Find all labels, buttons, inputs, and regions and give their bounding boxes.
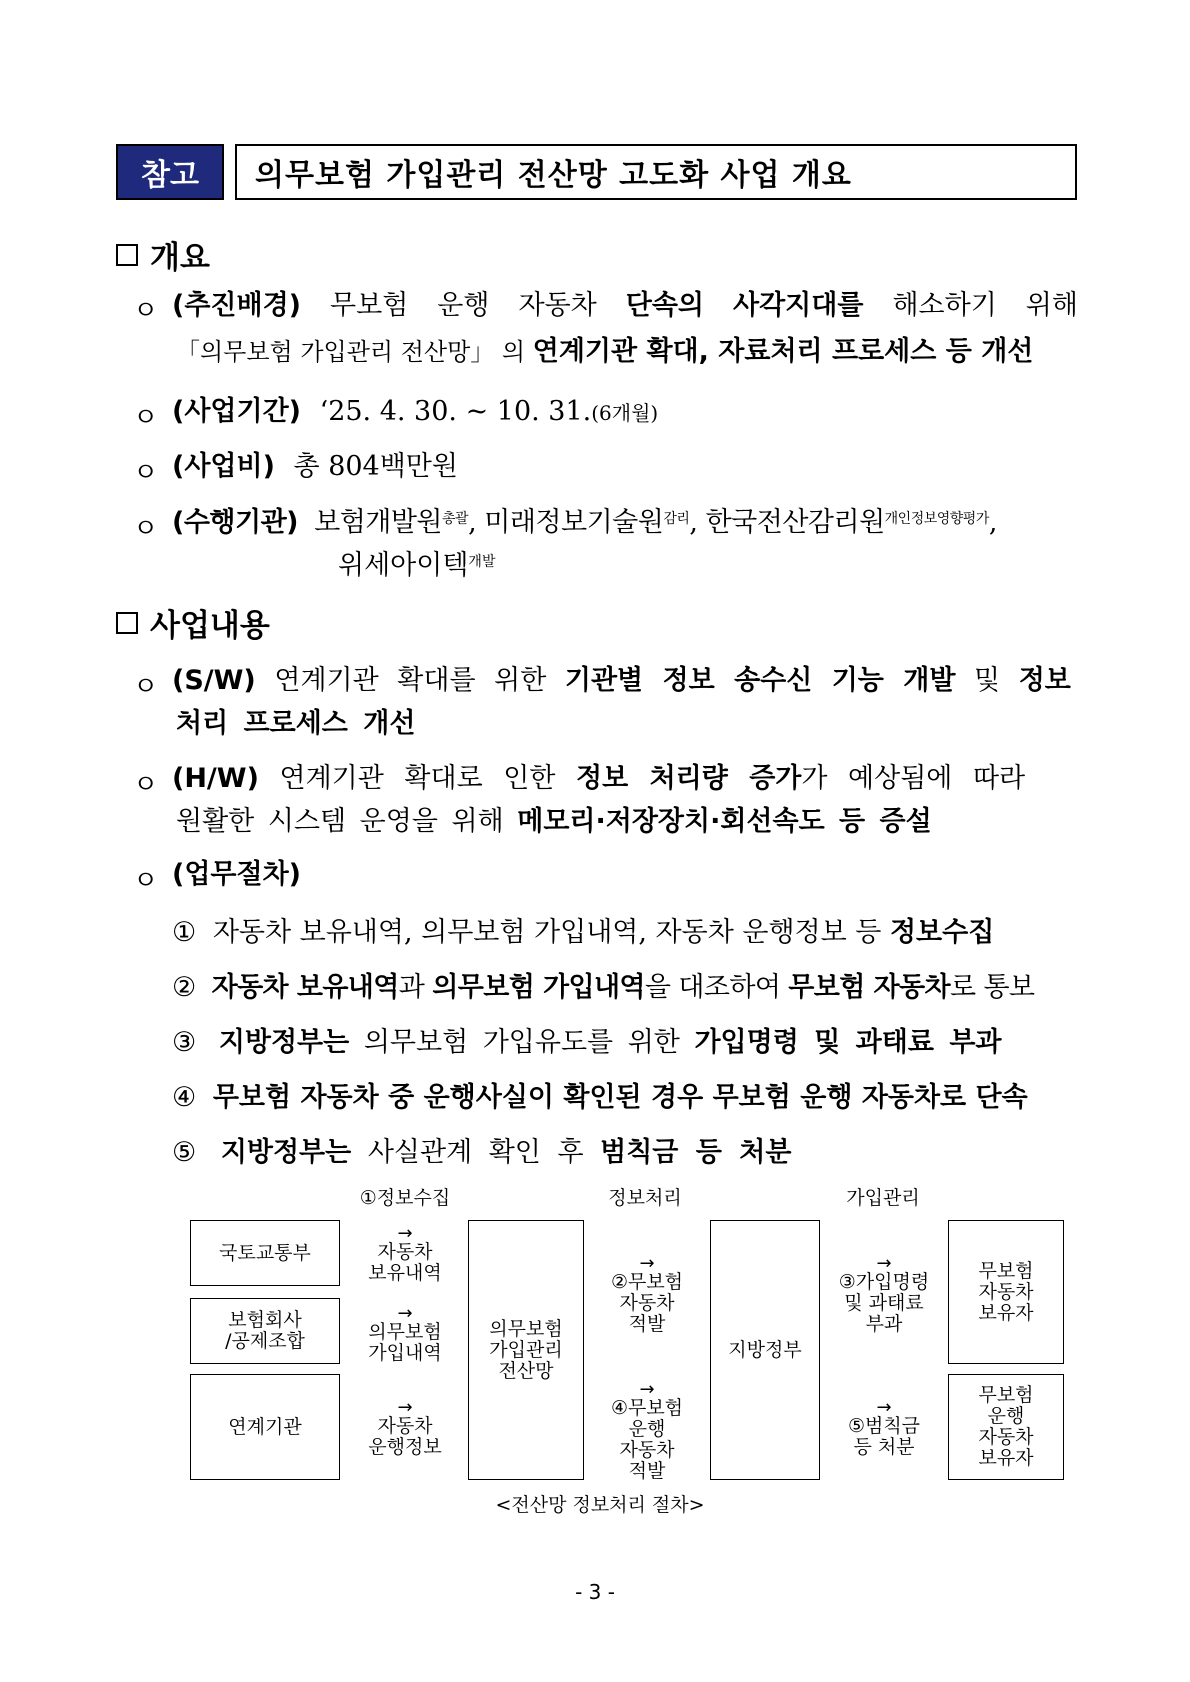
sw-line-1 bbox=[172, 663, 1078, 699]
source-label: 보험회사 /공제조합 bbox=[225, 1309, 305, 1352]
text-bold: 기관별 정보 송수신 기능 개발 bbox=[564, 665, 956, 696]
agency-role: 감리 bbox=[663, 511, 690, 527]
bullet-circle-icon: ㅇ bbox=[133, 770, 159, 800]
agency-role: 총괄 bbox=[442, 511, 469, 527]
text-bold: 지방정부는 bbox=[220, 1137, 352, 1168]
text: 자동차 보유내역, 의무보험 가입내역, 자동차 운행정보 등 bbox=[212, 917, 890, 948]
procedure-step-2 bbox=[172, 970, 1034, 1006]
arrow-right-icon: → bbox=[639, 1253, 655, 1274]
agency-name: 위세아이텍 bbox=[338, 550, 469, 581]
flow-label: ④무보험 운행 자동차 적발 bbox=[610, 1397, 684, 1482]
local-government-label: 지방정부 bbox=[728, 1338, 802, 1361]
reference-tag: 참고 bbox=[116, 144, 224, 200]
source-box-linked bbox=[190, 1374, 340, 1480]
text-bold: 자동차 보유내역 bbox=[211, 972, 399, 1003]
budget-line bbox=[172, 449, 458, 485]
agencies-line-1: (수행기관) 보험개발원$^{총괄}$, 미래정보기술원$^{감리}$, 한국전산감리원$^{개인정보영향평가}$, bbox=[172, 507, 997, 538]
word: 자동차 bbox=[518, 290, 597, 321]
flow-manage-2 bbox=[828, 1397, 940, 1458]
bullet-circle-icon: ㅇ bbox=[133, 403, 159, 433]
hw-line-2 bbox=[176, 804, 932, 840]
agency-role: 개인정보영향평가 bbox=[884, 511, 989, 527]
bullet-circle-icon: ㅇ bbox=[133, 866, 159, 896]
diagram-header-manage: 가입관리 bbox=[846, 1187, 920, 1209]
arrow-right-icon: → bbox=[397, 1397, 413, 1418]
flow-label: ②무보험 자동차 적발 bbox=[610, 1271, 684, 1335]
text: 연계기관 확대를 위한 bbox=[274, 665, 565, 696]
step-number: ② bbox=[172, 972, 196, 1003]
word: 운행 bbox=[437, 290, 490, 321]
text: 원활한 시스템 운영을 위해 bbox=[176, 806, 518, 837]
procedure-step-1 bbox=[172, 915, 994, 951]
word: 무보험 bbox=[330, 290, 409, 321]
step-number: ③ bbox=[172, 1027, 197, 1058]
procedure-label bbox=[172, 857, 301, 893]
flow-label: 자동차 운행정보 bbox=[368, 1415, 442, 1458]
sw-label: (S/W) bbox=[172, 665, 256, 696]
flow-label: 의무보험 가입내역 bbox=[368, 1321, 442, 1364]
center-label: 의무보험 가입관리 전산망 bbox=[489, 1317, 563, 1382]
text: 사실관계 확인 후 bbox=[351, 1137, 601, 1168]
source-label: 연계기관 bbox=[228, 1415, 302, 1438]
text-bold: 지방정부는 bbox=[218, 1027, 350, 1058]
text: 로 통보 bbox=[949, 972, 1035, 1003]
hw-line-1 bbox=[172, 761, 1025, 797]
agencies-label: (수행기관) bbox=[172, 507, 299, 538]
diagram-header-process: 정보처리 bbox=[608, 1187, 682, 1209]
text: 을 대조하여 bbox=[644, 972, 789, 1003]
word: 해소하기 bbox=[892, 290, 997, 321]
flow-label: ③가입명령 및 과태료 부과 bbox=[838, 1271, 930, 1335]
section-heading-overview bbox=[116, 232, 210, 277]
target-label: 무보험 운행 자동차 보유자 bbox=[978, 1384, 1034, 1469]
period-line bbox=[172, 394, 658, 431]
text-bold: 처리 프로세스 개선 bbox=[176, 708, 416, 739]
text: 의무보험 가입유도를 위한 bbox=[349, 1027, 695, 1058]
word: 위해 bbox=[1025, 290, 1078, 321]
checkbox-square-icon bbox=[116, 244, 138, 266]
text-bold: 정보 처리량 증가 bbox=[576, 763, 802, 794]
arrow-right-icon: → bbox=[639, 1379, 655, 1400]
diagram-caption: <전산망 정보처리 절차> bbox=[495, 1494, 705, 1516]
flow-collect-1 bbox=[350, 1223, 460, 1284]
arrow-right-icon: → bbox=[876, 1397, 892, 1418]
agency-name: 한국전산감리원 bbox=[705, 507, 885, 538]
source-box-insurer bbox=[190, 1298, 340, 1364]
text: 「의무보험 가입관리 전산망」 의 bbox=[176, 338, 533, 366]
section-heading-text: 사업내용 bbox=[150, 608, 270, 644]
checkbox-square-icon bbox=[116, 612, 138, 634]
word: 사각지대를 bbox=[733, 290, 864, 321]
text-bold: 정보 bbox=[1018, 665, 1071, 696]
background-line-2 bbox=[176, 334, 1033, 370]
flow-manage-1 bbox=[828, 1253, 940, 1335]
text-bold: 가입명령 및 과태료 부과 bbox=[694, 1027, 1002, 1058]
flow-label: 자동차 보유내역 bbox=[368, 1241, 442, 1284]
flow-process-1 bbox=[594, 1253, 700, 1335]
text-bold: 무보험 자동차 중 운행사실이 확인된 경우 무보험 운행 자동차로 단속 bbox=[212, 1082, 1028, 1113]
flow-label: ⑤범칙금 등 처분 bbox=[847, 1415, 921, 1458]
text-bold: 메모리·저장장치·회선속도 등 증설 bbox=[517, 806, 932, 837]
text-bold: 무보험 자동차 bbox=[788, 972, 950, 1003]
step-number: ④ bbox=[172, 1082, 197, 1113]
arrow-right-icon: → bbox=[397, 1223, 413, 1244]
agency-role: 개발 bbox=[468, 554, 496, 570]
text-bold: 의무보험 가입내역 bbox=[432, 972, 645, 1003]
center-system-box bbox=[468, 1220, 584, 1480]
local-government-box bbox=[710, 1220, 820, 1480]
target-box-uninsured-driver bbox=[948, 1374, 1064, 1480]
text-bold: 정보수집 bbox=[889, 917, 995, 948]
sw-line-2 bbox=[176, 706, 415, 742]
step-number: ① bbox=[172, 917, 197, 948]
flow-collect-2 bbox=[350, 1303, 460, 1364]
text: 및 bbox=[955, 665, 1019, 696]
section-heading-content bbox=[116, 600, 270, 645]
bullet-circle-icon: ㅇ bbox=[133, 458, 159, 488]
diagram-header-collect: ①정보수집 bbox=[359, 1187, 451, 1209]
target-box-uninsured-owner bbox=[948, 1220, 1064, 1364]
background-label: (추진배경) bbox=[172, 290, 302, 321]
target-label: 무보험 자동차 보유자 bbox=[978, 1259, 1034, 1324]
agencies-line-2 bbox=[338, 548, 495, 584]
period-value: ‘25. 4. 30. ~ 10. 31. bbox=[319, 396, 592, 427]
period-label: (사업기간) bbox=[172, 396, 302, 427]
bullet-circle-icon: ㅇ bbox=[133, 514, 159, 544]
source-label: 국토교통부 bbox=[219, 1241, 311, 1264]
page-title: 의무보험 가입관리 전산망 고도화 사업 개요 bbox=[235, 144, 1077, 200]
text: 과 bbox=[398, 972, 433, 1003]
text-bold: 범칙금 등 처분 bbox=[600, 1137, 792, 1168]
text-bold: (업무절차) bbox=[172, 859, 302, 890]
procedure-step-4 bbox=[172, 1080, 1028, 1116]
hw-label: (H/W) bbox=[172, 763, 259, 794]
agency-name: 미래정보기술원 bbox=[484, 507, 664, 538]
word: 단속의 bbox=[625, 290, 704, 321]
procedure-step-3 bbox=[172, 1025, 1002, 1061]
budget-value: 총 804백만원 bbox=[293, 451, 458, 482]
text-bold: 연계기관 확대, 자료처리 프로세스 등 개선 bbox=[532, 336, 1034, 367]
flow-collect-3 bbox=[350, 1397, 460, 1458]
text: 연계기관 확대로 인한 bbox=[279, 763, 577, 794]
arrow-right-icon: → bbox=[397, 1303, 413, 1324]
arrow-right-icon: → bbox=[876, 1253, 892, 1274]
source-box-molit bbox=[190, 1220, 340, 1286]
bullet-circle-icon: ㅇ bbox=[133, 296, 159, 326]
budget-label: (사업비) bbox=[172, 451, 275, 482]
text: 가 예상됨에 따라 bbox=[801, 763, 1026, 794]
section-heading-text: 개요 bbox=[150, 240, 210, 276]
agency-name: 보험개발원 bbox=[314, 507, 443, 538]
period-note: (6개월) bbox=[591, 401, 659, 425]
procedure-step-5 bbox=[172, 1135, 791, 1171]
flow-process-2 bbox=[594, 1379, 700, 1482]
bullet-circle-icon: ㅇ bbox=[133, 672, 159, 702]
background-line-1 bbox=[172, 288, 1078, 324]
step-number: ⑤ bbox=[172, 1137, 197, 1168]
page-number: - 3 - bbox=[575, 1580, 615, 1604]
